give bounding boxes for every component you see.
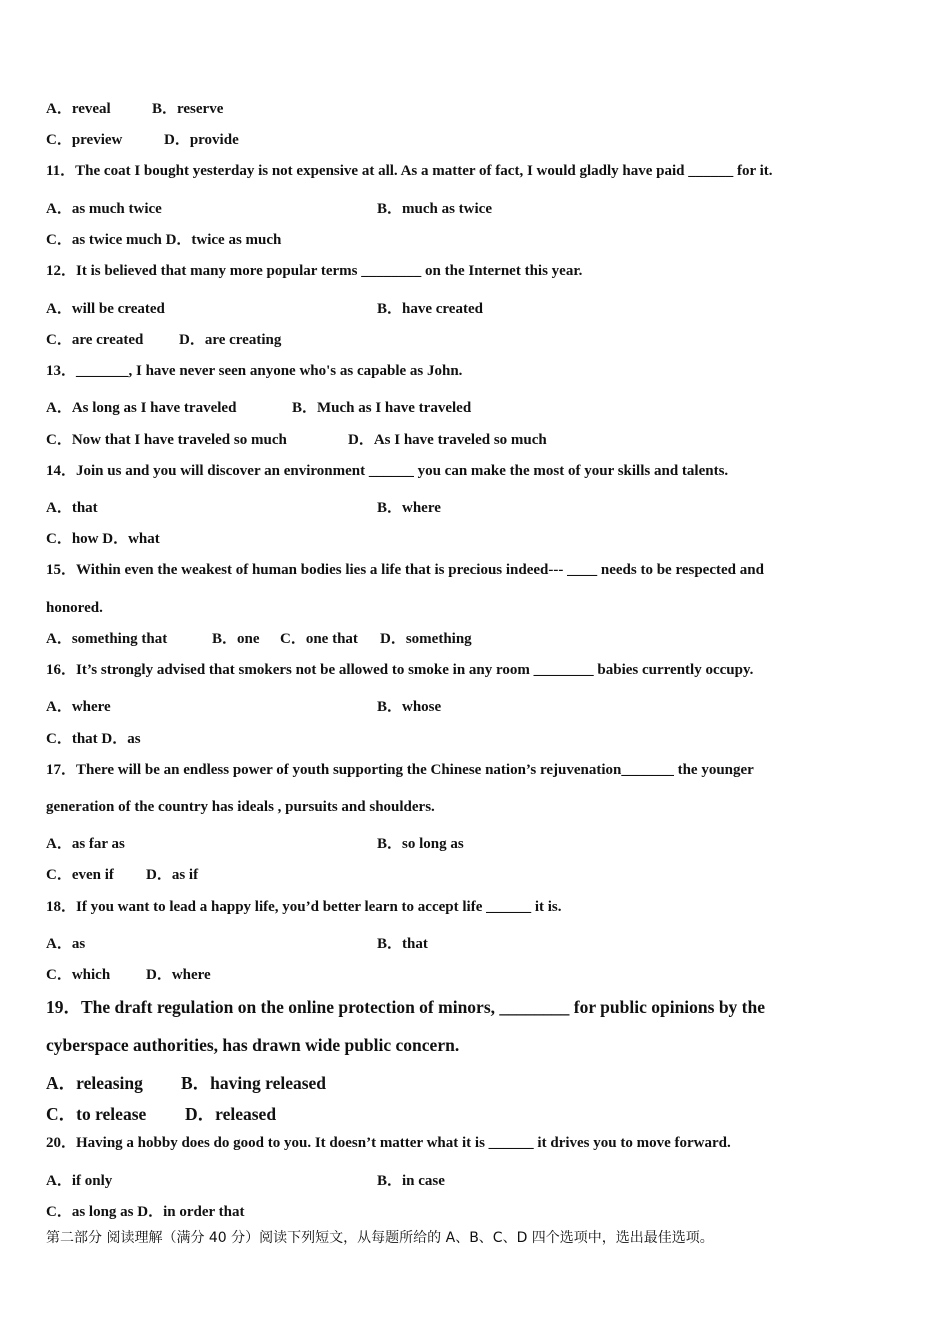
answer-option: B．much as twice — [377, 201, 492, 217]
answer-option: B．Much as I have traveled — [292, 400, 472, 416]
question-stem: 11．The coat I bought yesterday is not expensive at all. As a matter of fact, I would gladly have paid ______ for it. — [46, 163, 773, 179]
answer-option: C．one that — [280, 631, 358, 647]
answer-option: A．something that — [46, 631, 168, 647]
answer-option: C．are created — [46, 332, 144, 348]
answer-option: A．as much twice — [46, 201, 162, 217]
answer-option: A．that — [46, 500, 98, 516]
answer-option: B．reserve — [152, 101, 224, 117]
answer-option: C．how D．what — [46, 531, 160, 547]
answer-option: B．where — [377, 500, 441, 516]
question-stem: 12．It is believed that many more popular terms ________ on the Internet this year. — [46, 263, 583, 279]
answer-option: B．in case — [377, 1173, 445, 1189]
question-stem: 14．Join us and you will discover an environment ______ you can make the most of your skills and talents. — [46, 463, 729, 479]
answer-option: B．so long as — [377, 836, 464, 852]
question-stem: 19．The draft regulation on the online protection of minors, ________ for public opinions by the — [46, 997, 766, 1017]
question-stem: 13．_______, I have never seen anyone who's as capable as John. — [46, 363, 463, 379]
answer-option: C．Now that I have traveled so much — [46, 432, 287, 448]
answer-option: B．that — [377, 936, 428, 952]
answer-option: C．to release — [46, 1104, 147, 1124]
answer-option: C．as long as D．in order that — [46, 1204, 245, 1220]
answer-option: D．where — [146, 967, 211, 983]
question-stem: 15．Within even the weakest of human bodies lies a life that is precious indeed--- ____ needs to be respected and — [46, 562, 764, 578]
answer-option: D．released — [185, 1104, 277, 1124]
answer-option: A．reveal — [46, 101, 111, 117]
answer-option: C．even if — [46, 867, 114, 883]
answer-option: D．are creating — [179, 332, 282, 348]
answer-option: D．something — [380, 631, 472, 647]
question-stem: 18．If you want to lead a happy life, you’d better learn to accept life ______ it is. — [46, 899, 562, 915]
answer-option: C．that D．as — [46, 731, 141, 747]
question-stem: 16．It’s strongly advised that smokers not be allowed to smoke in any room ________ babies currently occupy. — [46, 662, 754, 678]
answer-option: D．provide — [164, 132, 239, 148]
answer-option: A．where — [46, 699, 111, 715]
answer-option: A．As long as I have traveled — [46, 400, 237, 416]
answer-option: B．whose — [377, 699, 442, 715]
question-stem: generation of the country has ideals , pursuits and shoulders. — [46, 799, 435, 815]
answer-option: A．as — [46, 936, 86, 952]
answer-option: B．have created — [377, 301, 483, 317]
answer-option: A．releasing — [46, 1073, 143, 1093]
answer-option: C．which — [46, 967, 111, 983]
question-stem: honored. — [46, 600, 103, 616]
answer-option: A．will be created — [46, 301, 165, 317]
answer-option: A．as far as — [46, 836, 125, 852]
question-stem: cyberspace authorities, has drawn wide public concern. — [46, 1035, 460, 1055]
question-stem: 17．There will be an endless power of youth supporting the Chinese nation’s rejuvenation_______ the younger — [46, 762, 754, 778]
answer-option: A．if only — [46, 1173, 113, 1189]
answer-option: C．preview — [46, 132, 123, 148]
section-heading: 第二部分 阅读理解（满分 40 分）阅读下列短文，从每题所给的 A、B、C、D 四个选项中，选出最佳选项。 — [46, 1230, 714, 1246]
question-stem: 20．Having a hobby does do good to you. It doesn’t matter what it is ______ it drives you to move forward. — [46, 1135, 731, 1151]
answer-option: B．having released — [181, 1073, 327, 1093]
answer-option: B．one — [212, 631, 260, 647]
answer-option: D．As I have traveled so much — [348, 432, 547, 448]
answer-option: D．as if — [146, 867, 199, 883]
answer-option: C．as twice much D．twice as much — [46, 232, 282, 248]
